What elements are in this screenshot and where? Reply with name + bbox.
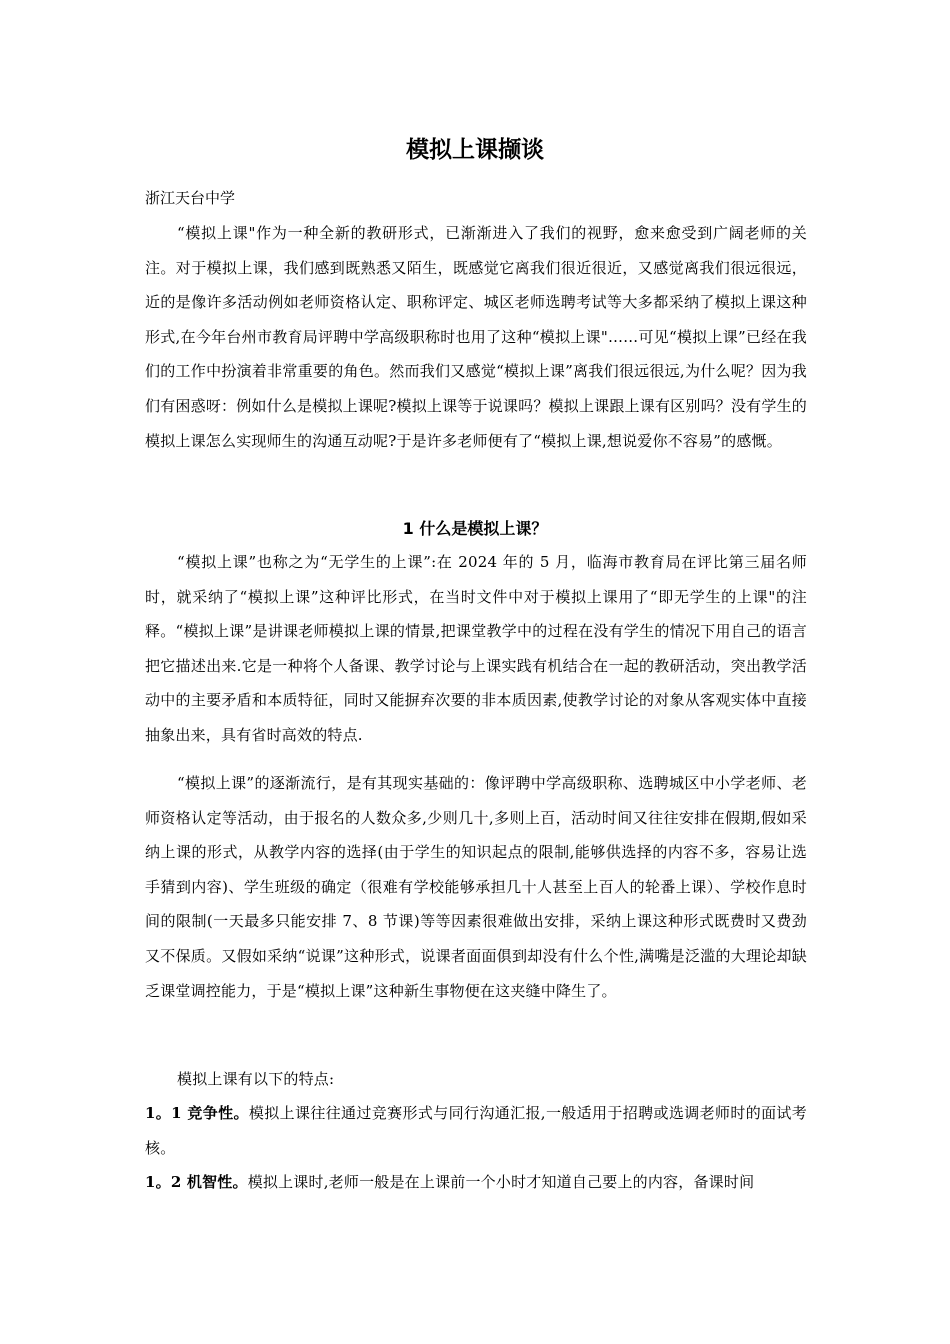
section1-paragraph-3: 模拟上课有以下的特点:	[177, 1070, 335, 1088]
author-affiliation: 浙江天台中学	[145, 189, 236, 207]
section1-paragraph-1: “模拟上课”也称之为“无学生的上课”:在 2024 年的 5 月，临海市教育局在评比第三届名师时，就采纳了“模拟上课”这种评比形式，在当时文件中对于模拟上课用了“即无学生的上课"的注释。“模拟上课”是讲课老师模拟上课的情景,把课堂教学中的过程在没有学生的情况下用自己的语言把它描述出来.它是一种将个人备课、教学讨论与上课实践有机结合在一起的教研活动，突出教学活动中的主要矛盾和本质特征，同时又能摒弃次要的非本质因素,使教学讨论的对象从客观实体中直接抽象出来，具有省时高效的特点.	[145, 553, 807, 744]
feature-item-competition	[145, 1096, 807, 1165]
section1-paragraph-2: “模拟上课”的逐渐流行，是有其现实基础的：像评聘中学高级职称、选聘城区中小学老师、老师资格认定等活动，由于报名的人数众多,少则几十,多则上百，活动时间又往往安排在假期,假如采纳上课的形式，从教学内容的选择(由于学生的知识起点的限制,能够供选择的内容不多，容易让选手猜到内容)、学生班级的确定（很难有学校能够承担几十人甚至上百人的轮番上课）、学校作息时间的限制(一天最多只能安排 7、8 节课)等等因素很难做出安排，采纳上课这种形式既费时又费劲又不保质。又假如采纳“说课”这种形式，说课者面面俱到却没有什么个性,满嘴是泛滥的大理论却缺乏课堂调控能力，于是“模拟上课”这种新生事物便在这夹缝中降生了。	[145, 774, 807, 1000]
intro-paragraph: “模拟上课"作为一种全新的教研形式，已渐渐进入了我们的视野，愈来愈受到广阔老师的关注。对于模拟上课，我们感到既熟悉又陌生，既感觉它离我们很近很近，又感觉离我们很远很远，近的是像许多活动例如老师资格认定、职称评定、城区老师选聘考试等大多都采纳了模拟上课这种形式,在今年台州市教育局评聘中学高级职称时也用了这种“模拟上课"……可见“模拟上课”已经在我们的工作中扮演着非常重要的角色。然而我们又感觉“模拟上课”离我们很远很远,为什么呢？因为我们有困惑呀：例如什么是模拟上课呢?模拟上课等于说课吗？模拟上课跟上课有区别吗？没有学生的模拟上课怎么实现师生的沟通互动呢?于是许多老师便有了“模拟上课,想说爱你不容易”的感慨。	[145, 224, 807, 450]
feature-item-wit	[145, 1165, 807, 1200]
feature-label: 1。2 机智性。	[145, 1173, 248, 1191]
feature-text: 模拟上课时,老师一般是在上课前一个小时才知道自己要上的内容，备课时间	[247, 1173, 755, 1191]
feature-label: 1。1 竞争性。	[145, 1104, 249, 1122]
feature-text: 模拟上课往往通过竞赛形式与同行沟通汇报,一般适用于招聘或选调老师时的面试考核。	[145, 1104, 807, 1157]
document-title: 模拟上课撷谈	[406, 137, 544, 163]
section-heading-1: 1 什么是模拟上课？	[402, 519, 548, 538]
